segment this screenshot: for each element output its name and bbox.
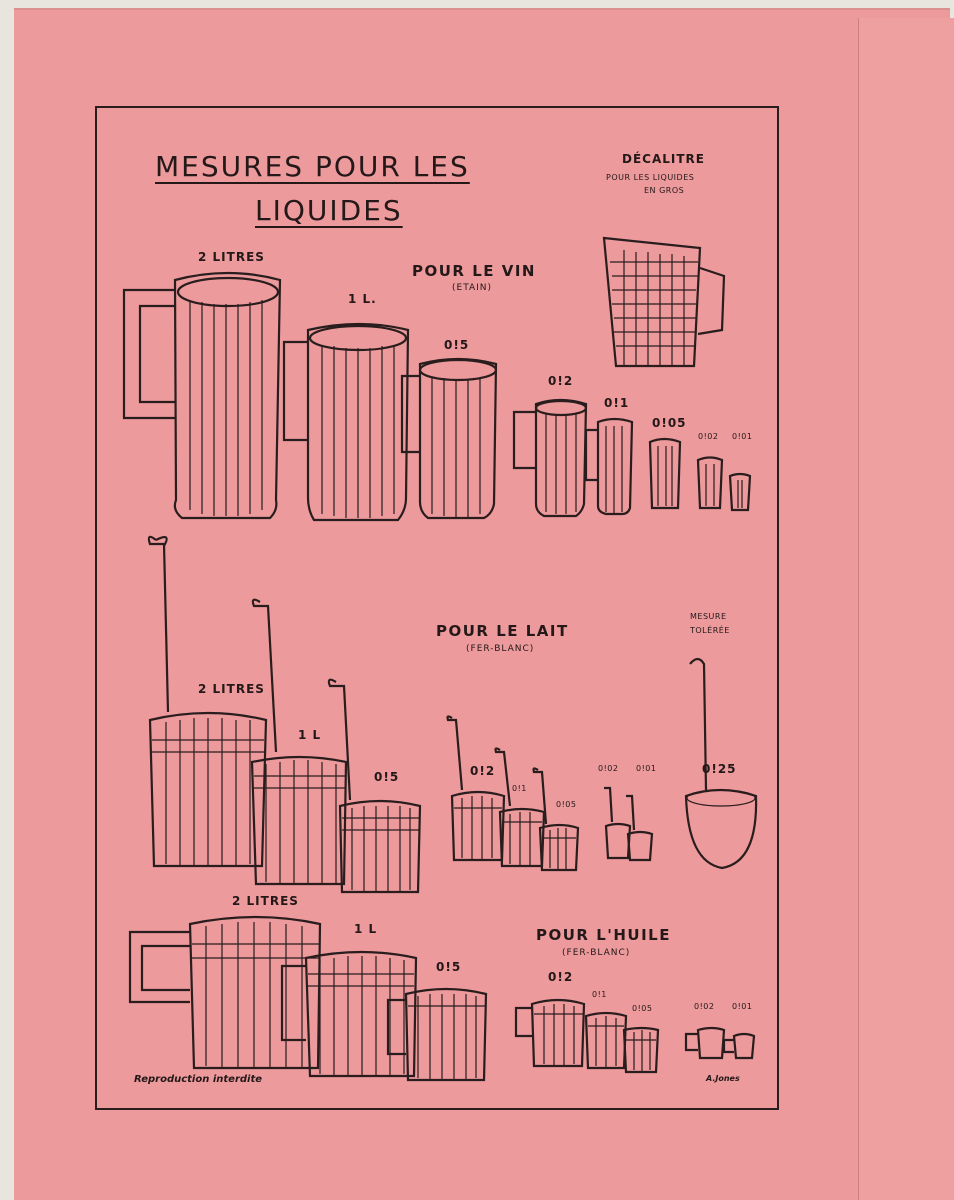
vin-measures bbox=[124, 273, 753, 520]
decalitre-sub-2: EN GROS bbox=[644, 186, 685, 195]
lait-size-01: 0!1 bbox=[512, 784, 527, 793]
title-line-2: LIQUIDES bbox=[255, 194, 403, 227]
lait-size-02: 0!2 bbox=[470, 764, 496, 778]
huile-size-001: 0!01 bbox=[732, 1002, 753, 1011]
huile-size-2l: 2 LITRES bbox=[232, 894, 299, 908]
vin-size-01: 0!1 bbox=[604, 396, 630, 410]
lait-size-005: 0!05 bbox=[556, 800, 577, 809]
vin-material: (ETAIN) bbox=[452, 283, 493, 293]
vin-heading: POUR LE VIN bbox=[412, 262, 536, 280]
vin-size-005: 0!05 bbox=[652, 416, 687, 430]
title-line-1: MESURES POUR LES bbox=[155, 150, 470, 183]
lait-toleree-1: MESURE bbox=[690, 612, 727, 621]
vin-size-001: 0!01 bbox=[732, 432, 753, 441]
decalitre-label: DÉCALITRE bbox=[622, 152, 705, 166]
lait-size-05: 0!5 bbox=[374, 770, 400, 784]
lait-measures bbox=[149, 537, 756, 892]
decalitre-sub-1: POUR LES LIQUIDES bbox=[606, 173, 695, 182]
lait-toleree-2: TOLÉRÉE bbox=[690, 626, 730, 635]
lait-material: (FER-BLANC) bbox=[466, 644, 535, 654]
vin-size-2l: 2 LITRES bbox=[198, 250, 265, 264]
footer-signature: A.Jones bbox=[706, 1074, 740, 1083]
vin-size-05: 0!5 bbox=[444, 338, 470, 352]
lait-toleree-size: 0!25 bbox=[702, 762, 737, 776]
huile-size-05: 0!5 bbox=[436, 960, 462, 974]
huile-size-005: 0!05 bbox=[632, 1004, 653, 1013]
huile-size-1l: 1 L bbox=[354, 922, 378, 936]
huile-size-01: 0!1 bbox=[592, 990, 607, 999]
lait-size-002: 0!02 bbox=[598, 764, 619, 773]
decalitre-measure bbox=[604, 238, 724, 366]
lait-size-2l: 2 LITRES bbox=[198, 682, 265, 696]
vin-size-1l: 1 L. bbox=[348, 292, 377, 306]
huile-size-002: 0!02 bbox=[694, 1002, 715, 1011]
huile-heading: POUR L'HUILE bbox=[536, 926, 671, 944]
vin-size-002: 0!02 bbox=[698, 432, 719, 441]
huile-size-02: 0!2 bbox=[548, 970, 574, 984]
lait-heading: POUR LE LAIT bbox=[436, 622, 569, 640]
lait-size-1l: 1 L bbox=[298, 728, 322, 742]
huile-material: (FER-BLANC) bbox=[562, 948, 631, 958]
lait-size-001: 0!01 bbox=[636, 764, 657, 773]
footer-reproduction: Reproduction interdite bbox=[134, 1074, 263, 1085]
vin-size-02: 0!2 bbox=[548, 374, 574, 388]
